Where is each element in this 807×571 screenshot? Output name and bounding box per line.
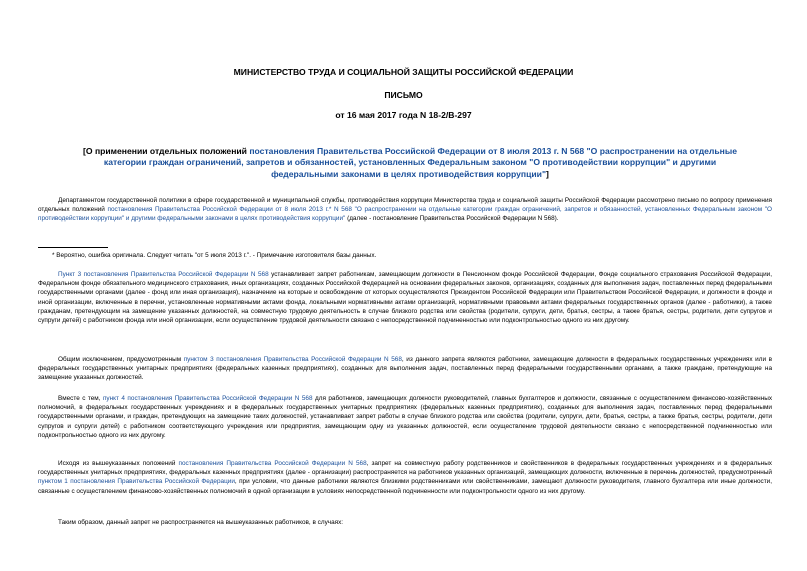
point-3-link[interactable]: Пункт 3 постановления Правительства Российской Федерации N 568 <box>58 271 269 278</box>
conclusion-text-end: , при условии, что данные работники являются близкими родственниками или свойственниками, замещают должности руководителя, главного бухгалтера или иные должности, связанные с осуществлением финансово-хозяйственных полномочий в одной организации в условиях непосредственной подчиненности или подконтрольности одного из них другому. <box>38 478 772 495</box>
document-date: от 16 мая 2017 года N 18-2/В-297 <box>335 110 472 120</box>
point-3-text: устанавливает запрет работникам, замещающим должности в Пенсионном фонде Российской Федерации, Фонде социального страхования Российской Федерации, Федеральном фонде обязательного медицинского страхования, иных организациях, созданных Российской Федерацией на основании федеральных законов, организациях, созданных для выполнения задач, поставленных перед федеральными государственными органами (далее - фонд или иная организация), назначение на которые и освобождение от которых осуществляются Президентом Российской Федерации или Правительством Российской Федерации, и должности в фонде и иной организации, включенные в перечни, установленные нормативными актами фонда, локальными нормативными актами организаций, нормативными правовыми актами федеральных государственных органов (далее - работники), а также гражданам, претендующим на замещение указанных должностей, на совместную трудовую деятельность в случае близкого родства или свойства (родители, супруги, дети, братья, сестры, а также братья, сестры, родители, дети супругов и супруги детей) с работником фонда или иной организации, если осуществление трудовой деятельности связано с непосредственной подчиненностью или подконтрольностью одного из них другому. <box>38 271 772 325</box>
paragraph-final: Таким образом, данный запрет не распространяется на вышеуказанных работников, в случаях: <box>58 519 344 526</box>
exception-point-3-link[interactable]: пунктом 3 постановления Правительства Российской Федерации N 568 <box>183 356 402 363</box>
ministry-heading: МИНИСТЕРСТВО ТРУДА И СОЦИАЛЬНОЙ ЗАЩИТЫ РОССИЙСКОЙ ФЕДЕРАЦИИ <box>233 67 574 77</box>
point-4-text-start: Вместе с тем, <box>58 395 103 402</box>
title-suffix: ] <box>546 168 549 179</box>
exception-text-start: Общим исключением, предусмотренным <box>58 356 184 363</box>
point-4-text-end: для работников, замещающих должности руководителей, главных бухгалтеров и должности, связанные с осуществлением финансово-хозяйственных полномочий, в федеральных государственных учреждениях и в федеральных государственных унитарных предприятиях (федеральных казенных предприятиях), созданных для выполнения задач, поставленных перед федеральными государственными органами, и граждан, претендующих на замещение таких должностей, устанавливает запрет работы в случае близкого родства или свойства (родители, супруги, дети, братья, сестры, а также братья, сестры, родители, дети супругов и супруги детей) с работником соответствующего учреждения или предприятия, замещающим одну из указанных должностей, если осуществление трудовой деятельности связано с непосредственной подчиненностью или подконтрольностью одного из них другому. <box>38 395 773 439</box>
title-decree-link[interactable]: постановления Правительства Российской Федерации от 8 июля 2013 г. N 568 "О распространении на отдельные категории граждан ограничений, запретов и обязанностей, установленных Федеральным законом "О противодействии коррупции" и другими федеральными законами в целях противодействия коррупции" <box>103 146 737 179</box>
conclusion-point-1-link[interactable]: пунктом 1 постановления Правительства Российской Федерации <box>38 478 235 486</box>
point-4-link[interactable]: пункт 4 постановления Правительства Российской Федерации N 568 <box>102 395 313 402</box>
intro-decree-link[interactable]: постановления Правительства Российской Федерации от 8 июля 2013 г.* N 568 "О распространении на отдельные категории граждан ограничений, запретов и обязанностей, установленных Федеральным законом "О противодействии коррупции" и другими федеральными законами в целях противодействия коррупции" <box>38 206 772 223</box>
conclusion-decree-link[interactable]: постановления Правительства Российской Федерации N 568 <box>178 460 367 467</box>
intro-text-end: (далее - постановление Правительства Российской Федерации N 568). <box>345 215 559 223</box>
paragraph-conclusion <box>38 459 772 496</box>
document-type: ПИСЬМО <box>384 90 423 100</box>
conclusion-text-start: Исходя из вышеуказанных положений <box>58 460 179 467</box>
document-title <box>70 146 750 180</box>
footnote-divider <box>38 247 108 248</box>
paragraph-exception <box>38 355 772 383</box>
paragraph-point-3 <box>38 270 772 325</box>
paragraph-point-4 <box>38 394 772 440</box>
title-prefix: [О применении отдельных положений <box>83 146 250 156</box>
exception-text-end: , из данного запрета являются работники, замещающие должности в федеральных государственных учреждениях или в федеральных государственных унитарных предприятиях (федеральных казенных предприятиях), созданных для выполнения задач, поставленных перед федеральными государственными органами, а также граждане, претендующие на замещение указанных должностей. <box>38 356 773 382</box>
conclusion-text-middle: , запрет на совместную работу родственников и свойственников в федеральных государственных учреждениях и в федеральных государственных унитарных предприятиях, федеральных казенных предприятиях (далее - организации) распространяется на работников указанных организаций, замещающих должности, включенные в перечень должностей, предусмотренный <box>38 460 772 477</box>
paragraph-intro <box>38 196 772 224</box>
footnote: * Вероятно, ошибка оригинала. Следует читать "от 5 июля 2013 г.". - Примечание изготовителя базы данных. <box>52 252 377 259</box>
intro-text-start: Департаментом государственной политики в сфере государственной и муниципальной службы, противодействия коррупции Министерства труда и социальной защиты Российской Федерации рассмотрено письмо по вопросу применения отдельных положений <box>38 197 772 214</box>
